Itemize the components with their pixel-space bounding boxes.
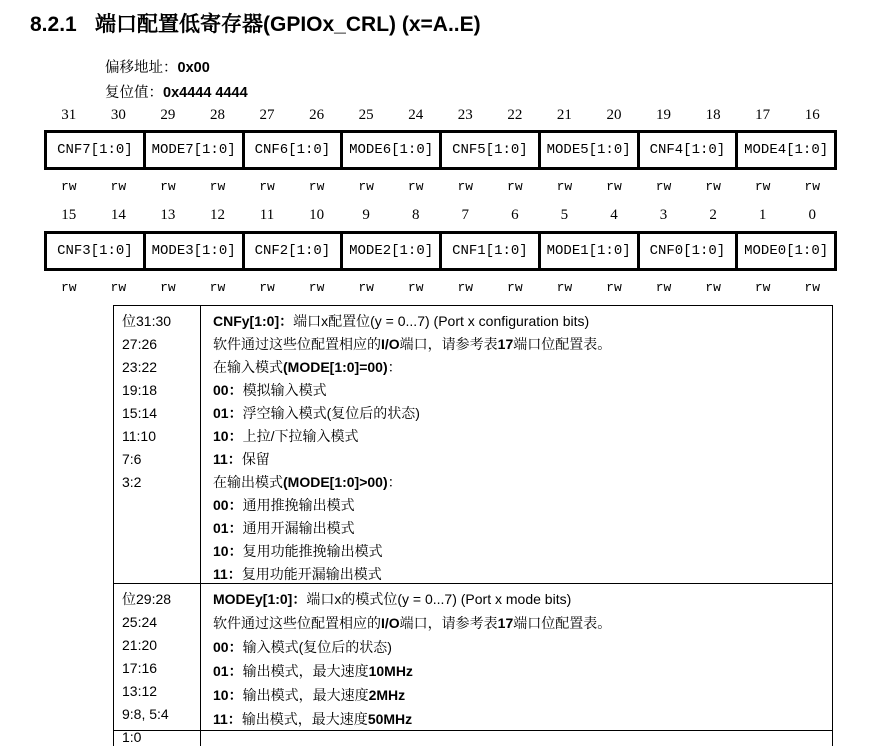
register-field-cell: CNF4[1:0] [637,133,736,167]
bit-number: 23 [457,107,473,123]
access-type: rw [358,280,374,295]
access-type: rw [407,280,424,295]
bit-number: 27 [259,107,275,123]
bit-number: 11 [259,207,275,223]
access-type: rw [606,280,622,295]
description-column [201,306,832,583]
bit-number: 4 [610,207,618,223]
description-line: 01：通用开漏输出模式 [213,520,355,536]
register-field-cell: MODE1[1:0] [538,234,637,268]
access-type: rw [705,179,721,194]
bit-numbers [44,207,837,224]
bit-number: 0 [808,207,816,223]
bit-range: 19:18 [122,382,158,398]
description-line: 11：输出模式，最大速度50MHz [213,711,413,727]
access-type: rw [804,179,821,194]
page-title: 端口配置低寄存器(GPIOx_CRL) (x=A..E) [95,13,481,36]
description-line: 01：输出模式，最大速度10MHz [213,663,413,679]
next-row-stub [114,731,832,746]
access-type: rw [209,179,226,194]
bit-number: 9 [362,207,370,223]
description-line: 在输入模式(MODE[1:0]=00)： [213,359,402,375]
description-line: 10：输出模式，最大速度2MHz [213,687,406,703]
access-type: rw [754,179,771,194]
description-line: 在输出模式(MODE[1:0]>00)： [213,474,402,490]
field-cells [44,130,837,170]
register-field-cell: MODE3[1:0] [143,234,242,268]
access-type: rw [507,179,523,194]
bit-number: 25 [358,107,374,123]
offset-address-label: 偏移地址： [105,60,178,76]
bit-range: 17:16 [122,660,158,676]
description-line: 00：通用推挽输出模式 [213,497,355,513]
bit-number: 8 [411,207,420,223]
bit-range-column [114,584,201,745]
access-type: rw [457,179,474,194]
bit-number: 26 [309,107,325,123]
mode-description-row [114,584,832,745]
bit-number: 22 [507,107,523,123]
bit-range: 7:6 [122,451,142,467]
bit-number: 30 [110,107,126,123]
bit-number: 3 [659,207,668,223]
access-type: rw [606,179,622,194]
access-type: rw [556,179,573,194]
bit-range: 13:12 [122,683,158,699]
description-line: CNFy[1:0]：端口x配置位(y = 0...7) (Port x configuration bits) [213,313,590,329]
bit-number: 31 [61,107,77,123]
bit-description-table [113,305,833,746]
bit-number: 24 [408,107,424,123]
field-cells [44,231,837,271]
bit-number: 17 [755,107,771,123]
description-line: 00：模拟输入模式 [213,382,327,398]
register-field-cell: CNF7[1:0] [57,142,133,158]
description-line: 00：输入模式(复位后的状态) [213,639,392,655]
bit-number: 15 [61,207,77,223]
register-field-cell: CNF2[1:0] [242,234,341,268]
offset-address-value: 0x00 [177,60,210,76]
bit-range: 9:8, 5:4 [122,706,169,722]
register-field-cell: MODE7[1:0] [143,133,242,167]
access-type: rw [160,280,176,295]
bit-range: 23:22 [122,359,158,375]
bit-range: 11:10 [122,428,156,444]
access-type: rw [556,280,573,295]
register-field-cell: MODE0[1:0] [735,234,834,268]
bit-number: 7 [461,207,470,223]
bit-number: 1 [758,207,767,223]
bit-number: 10 [309,207,325,223]
description-line: 10：上拉/下拉输入模式 [213,428,359,444]
description-line: MODEy[1:0]：端口x的模式位(y = 0...7) (Port x mode bits) [213,591,572,607]
bit-number: 19 [656,107,672,123]
description-line: 11：复用功能开漏输出模式 [213,566,382,582]
bit-numbers [44,107,837,124]
register-field-cell: MODE6[1:0] [340,133,439,167]
bit-range: 位31:30 [122,313,172,329]
register-field-cell: CNF6[1:0] [242,133,341,167]
bit-number: 18 [705,107,721,123]
reset-value-value: 0x4444 4444 [163,85,248,101]
access-type: rw [507,280,523,295]
bit-range-column-stub [114,731,201,746]
access-type: rw [160,179,176,194]
section-number: 8.2.1 [30,13,77,36]
access-type: rw [60,179,77,194]
access-type: rw [209,280,226,295]
bit-number: 28 [209,107,225,123]
register-field-cell: CNF0[1:0] [637,234,736,268]
bit-range: 27:26 [122,336,158,352]
bit-number: 20 [606,107,622,123]
bit-number: 29 [160,107,176,123]
register-field-cell: MODE5[1:0] [538,133,637,167]
access-type: rw [457,280,474,295]
description-line: 软件通过这些位配置相应的I/O端口，请参考表17端口位配置表。 [213,336,612,352]
description-column [201,584,832,730]
register-field-cell: CNF1[1:0] [439,234,538,268]
bit-range: 1:0 [122,729,142,745]
access-type: rw [110,179,127,194]
access-type: rw [705,280,721,295]
access-type: rw [407,179,424,194]
access-type: rw [358,179,374,194]
bit-range: 21:20 [122,637,158,653]
register-field-cell: MODE4[1:0] [735,133,834,167]
access-type: rw [804,280,821,295]
offset-address-line [105,56,210,77]
bit-range-column [114,306,201,583]
bit-number: 14 [110,207,126,223]
access-type: rw [655,280,672,295]
access-type: rw [308,179,325,194]
bit-range: 15:14 [122,405,158,421]
description-line: 软件通过这些位配置相应的I/O端口，请参考表17端口位配置表。 [213,615,612,631]
bit-number: 16 [804,107,820,123]
bit-number: 13 [160,207,176,223]
register-field-cell: MODE2[1:0] [340,234,439,268]
access-type: rw [60,280,77,295]
bit-number: 6 [511,207,519,223]
access-type: rw [754,280,771,295]
register-field-cell: CNF5[1:0] [439,133,538,167]
description-line: 10：复用功能推挽输出模式 [213,543,383,559]
bit-number: 12 [209,207,225,223]
access-row [44,280,837,295]
bit-number: 21 [556,107,572,123]
bit-range: 3:2 [122,474,142,490]
access-type: rw [655,179,672,194]
reset-value-line [105,81,248,102]
description-column-stub [201,731,832,746]
bit-range: 25:24 [122,614,158,630]
bit-number: 5 [560,207,569,223]
cnf-description-row [114,306,832,584]
description-line: 01：浮空输入模式(复位后的状态) [213,405,420,421]
access-type: rw [308,280,325,295]
access-type: rw [259,280,275,295]
section-title [30,8,481,38]
access-type: rw [259,179,275,194]
description-line: 11：保留 [213,451,270,467]
bit-range: 位29:28 [122,591,172,607]
access-row [44,179,837,194]
access-type: rw [110,280,127,295]
register-field-cell: CNF3[1:0] [57,243,133,259]
reset-value-label: 复位值： [105,85,163,101]
bit-number: 2 [709,207,717,223]
